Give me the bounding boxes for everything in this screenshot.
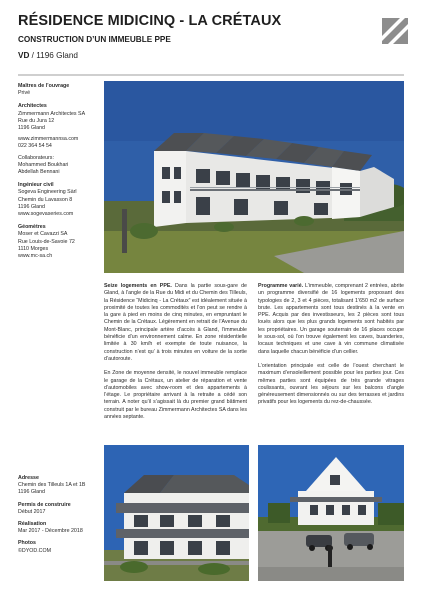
credit-line: Mohammed Boukhari [18,161,69,168]
credit-heading: Architectes [18,103,47,110]
page-header [18,12,408,72]
street-view-photo [258,445,404,581]
paragraph-lead: Seize logements en PPE. [104,283,172,289]
credit-line: Chemin du Lavasson 8 [18,196,73,203]
credit-phone: 022 364 54 54 [18,143,52,150]
credit-line: 1110 Morges [18,245,49,252]
credit-surveyors [18,224,98,260]
fact-line: Chemin des Tilleuls 1A et 1B [18,482,86,489]
company-logo [382,18,408,44]
paragraph [104,283,247,363]
canton-code: VD [18,51,30,60]
fact-heading: Photos [18,540,36,547]
credit-website[interactable]: www.zimmermannsa.com [18,136,79,143]
credits-sidebar [18,83,98,266]
location-text: / 1196 Gland [29,51,78,60]
credit-website[interactable]: www.sogevaseries.com [18,211,74,218]
credit-architects [18,103,98,176]
credit-line: Collaborateurs: [18,154,54,161]
credit-line: 1196 Gland [18,203,45,210]
credit-heading: Maîtres de l’ouvrage [18,83,70,89]
body-text-left [104,283,247,428]
facade-photo [104,445,249,581]
fact-line: Début 2017 [18,508,46,515]
fact-photos [18,540,98,554]
fact-permit [18,502,98,516]
fact-line: 1196 Gland [18,489,45,496]
credit-website[interactable]: www.mc-sa.ch [18,253,53,260]
body-text-right [258,283,404,414]
fact-heading: Adresse [18,475,39,481]
credit-line: Rue du Jura 12 [18,117,55,124]
project-location [18,51,408,61]
paragraph: En Zone de moyenne densité, le nouvel immeuble remplace le garage de la Crétaux, un atelier de réparation et vente d’automobiles avec show-room et des appartements à l’étage. Le propriétaire arrivant à la retraite a cédé son terrain. A noter qu’il s’agissait là du premier grand bâtiment construit par le bureau Zimmermann Architectes SA dans les années septante. [104,370,247,421]
credit-engineer [18,182,98,218]
fact-heading: Réalisation [18,521,47,528]
credit-line: Privé [18,90,31,97]
credit-line: Abdellah Bennani [18,169,60,176]
fact-realisation [18,521,98,535]
paragraph [258,283,404,356]
header-divider [18,74,404,76]
credit-heading: Géomètres [18,224,46,231]
credit-line: Sogeva Engineering Sàrl [18,189,77,196]
credit-line: Zimmermann Architectes SA [18,110,86,117]
paragraph-text: L’immeuble, comprenant 2 entrées, abrite un programme diversifié de 16 logements proposant des typologies de 2, 3 et 4 pièces, totalisant 1’650 m2 de surface brute. Les appartements sont tous destinés à la vente en PPE. Acquis par des investisseurs, les 2 pièces sont tous loués alors que les plus grands logements sont habités par les propriétaires. Un garage souterrain de 16 places occupe le sous-sol, où l’on trouve également les caves, buanderies, locaux techniques et une cave à vin commune climatisée dans laquelle chacun bénéficie d’un cellier. [258,283,404,355]
credit-line: 1196 Gland [18,125,45,132]
paragraph: L’orientation principale est celle de l’ouest cherchant le maximum d’ensoleillement possible pour les parties jour. Ces mêmes parties sont équipées de très grande vitrages coulissants, ouvrant les séjours sur les balcons d’angle généreusement dimensionnés ou sur des terrasses et jardins privatifs pour les logements du rez-de-chaussée. [258,362,404,406]
project-facts [18,475,98,560]
main-building-photo [104,81,404,273]
fact-line: ©DYOD.COM [18,547,52,554]
credit-line: Rue Louis-de-Savoie 72 [18,238,75,245]
project-subtitle: CONSTRUCTION D’UN IMMEUBLE PPE [18,35,171,44]
project-title: RÉSIDENCE MIDICINQ - LA CRÉTAUX [18,13,282,29]
credit-heading: Ingénieur civil [18,182,54,189]
fact-heading: Permis de construire [18,501,71,508]
fact-address [18,475,98,497]
paragraph-lead: Programme varié. [258,283,304,289]
fact-line: Mar 2017 - Décembre 2018 [18,528,83,535]
paragraph-text: Dans la partie sous-gare de Gland, à l’angle de la Rue du Midi et du Chemin des Tilleuls, la Résidence “Midicinq - La Crétaux” est idéalement située à proximité de toutes les commodités et l’on peut se rendre à la gare à pied en moins de cinq minutes, en empruntant le Chemin de la Crétaux. Légèrement en retrait de l’Avenue du Mont-Blanc, principale artère d’accès à Gland, l’immeuble bénéficie d’un environnement calme. En zone résidentielle limitée à 30 km/h et exempte de toute nuisance, la construction n’est qu’ à trois minutes en voiture de la sortie d’autoroute. [104,283,247,362]
credit-line: Moser et Cavazzi SA [18,231,68,238]
credit-owner [18,83,98,97]
